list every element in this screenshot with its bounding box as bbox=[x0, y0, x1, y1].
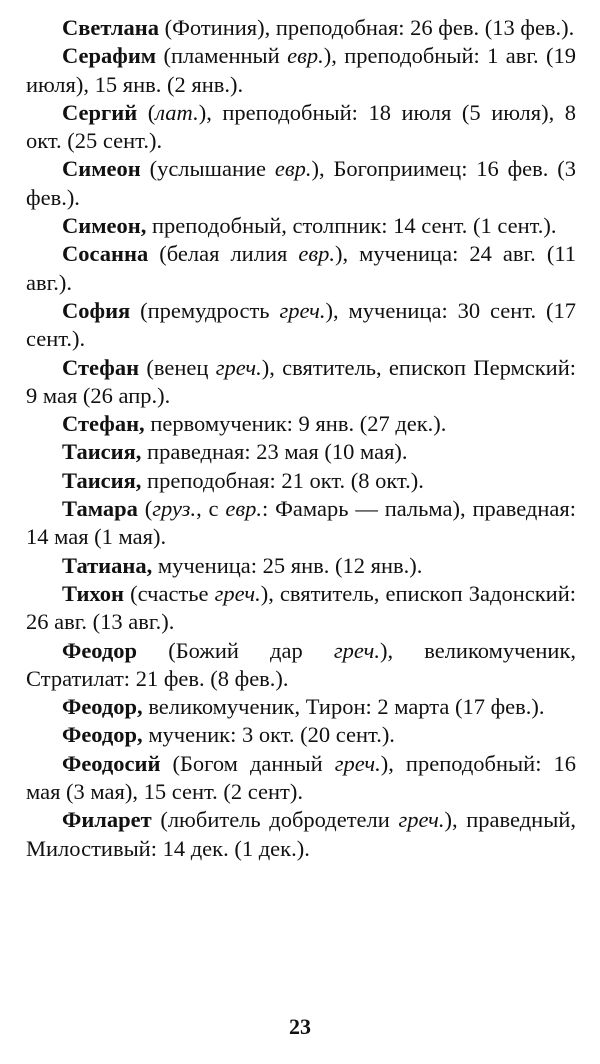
saint-entry bbox=[26, 410, 576, 438]
entry-text: (Фотиния), преподобная: 26 фев. (13 фев.). bbox=[158, 15, 575, 40]
saint-name: София bbox=[62, 297, 131, 323]
saint-name: Феодосий bbox=[62, 750, 161, 776]
entry-text: ), преподобный: 18 июля (5 июля), 8 окт. (25 сент.). bbox=[26, 99, 576, 154]
entry-text: ), преподобный: 16 мая (3 мая), 15 сент. (2 сент). bbox=[26, 750, 576, 805]
entry-text: (белая лилия bbox=[148, 241, 299, 267]
saint-entry bbox=[26, 240, 576, 297]
language-abbreviation: греч. bbox=[279, 297, 326, 323]
entry-text: (пламенный bbox=[156, 43, 288, 69]
saint-name: Стефан bbox=[62, 354, 140, 380]
language-abbreviation: евр. bbox=[225, 496, 263, 522]
saint-name: Феодор, bbox=[62, 694, 143, 720]
saint-entry bbox=[26, 14, 576, 42]
saint-name: Стефан, bbox=[62, 411, 145, 437]
entry-text: великомученик, Тирон: 2 марта (17 фев.). bbox=[142, 694, 545, 720]
entry-text: ), мученица: 24 авг. (11 авг.). bbox=[26, 241, 576, 295]
entry-text: мученица: 25 янв. (12 янв.). bbox=[152, 552, 423, 578]
entry-text: (венец bbox=[139, 354, 216, 380]
saint-name: Сергий bbox=[62, 99, 138, 125]
entry-text: : Фамарь — пальма), праведная: 14 мая (1 мая). bbox=[26, 496, 576, 550]
language-abbreviation: евр. bbox=[298, 241, 336, 267]
saint-entry bbox=[26, 297, 576, 354]
calendar-page-body bbox=[26, 14, 576, 863]
entry-text: преподобный, столпник: 14 сент. (1 сент.). bbox=[146, 213, 557, 239]
saint-entry bbox=[26, 212, 576, 240]
saint-entry bbox=[26, 155, 576, 212]
language-abbreviation: греч. bbox=[334, 750, 381, 776]
language-abbreviation: груз. bbox=[152, 496, 197, 522]
saint-entry bbox=[26, 438, 576, 466]
language-abbreviation: евр. bbox=[287, 43, 324, 69]
saint-name: Симеон bbox=[62, 156, 141, 182]
saint-entry bbox=[26, 42, 576, 99]
entry-text: (счастье bbox=[124, 580, 215, 606]
saint-entry bbox=[26, 354, 576, 411]
saint-entry bbox=[26, 580, 576, 637]
entry-text: первомученик: 9 янв. (27 дек.). bbox=[144, 411, 447, 437]
entry-text: (услышание bbox=[140, 156, 275, 182]
saint-name: Феодор bbox=[62, 637, 138, 663]
saint-entry bbox=[26, 806, 576, 863]
entry-text: ), Богоприимец: 16 фев. (3 фев.). bbox=[26, 156, 576, 210]
saint-name: Таисия, bbox=[62, 467, 142, 493]
saint-entry bbox=[26, 637, 576, 694]
saint-entry bbox=[26, 750, 576, 807]
saint-name: Тамара bbox=[62, 496, 138, 522]
entry-text: праведная: 23 мая (10 мая). bbox=[141, 439, 408, 465]
entry-text: преподобная: 21 окт. (8 окт.). bbox=[141, 467, 424, 493]
saint-entry bbox=[26, 467, 576, 495]
saint-name: Серафим bbox=[62, 43, 157, 69]
language-abbreviation: греч. bbox=[333, 637, 380, 663]
entry-text: (Богом данный bbox=[160, 750, 335, 776]
language-abbreviation: греч. bbox=[214, 580, 261, 606]
saint-entry bbox=[26, 693, 576, 721]
saint-name: Светлана bbox=[62, 15, 159, 40]
entry-text: ( bbox=[137, 99, 156, 125]
entry-text: , с bbox=[196, 496, 226, 522]
saint-entry bbox=[26, 552, 576, 580]
entry-text: ), святитель, епископ Задонский: 26 авг. (13 авг.). bbox=[26, 580, 576, 635]
entry-text: ), великомученик, Стратилат: 21 фев. (8 фев.). bbox=[26, 637, 577, 691]
entry-text: ( bbox=[137, 496, 153, 522]
saint-name: Симеон, bbox=[62, 213, 147, 239]
entry-text: (Божий дар bbox=[137, 637, 334, 663]
language-abbreviation: лат. bbox=[155, 99, 199, 125]
language-abbreviation: евр. bbox=[274, 156, 312, 182]
language-abbreviation: греч. bbox=[215, 354, 262, 380]
entry-text: ), мученица: 30 сент. (17 сент.). bbox=[26, 297, 576, 352]
entry-text: ), святитель, епископ Пермский: 9 мая (26 апр.). bbox=[26, 354, 576, 408]
saint-name: Тихон bbox=[62, 580, 125, 606]
saint-name: Филарет bbox=[62, 807, 152, 833]
saint-name: Феодор, bbox=[62, 722, 143, 748]
entry-text: (премудрость bbox=[130, 297, 280, 323]
entry-text: ), преподобный: 1 авг. (19 июля), 15 янв. (2 янв.). bbox=[26, 43, 576, 97]
entry-text: (любитель добродетели bbox=[151, 807, 399, 833]
saint-entry bbox=[26, 495, 576, 552]
entry-text: ), праведный, Милостивый: 14 дек. (1 дек.). bbox=[26, 807, 576, 861]
language-abbreviation: греч. bbox=[398, 807, 445, 833]
saint-name: Таисия, bbox=[62, 439, 142, 465]
saint-name: Татиана, bbox=[62, 552, 153, 578]
page-number: 23 bbox=[289, 1014, 311, 1039]
entry-text: мученик: 3 окт. (20 сент.). bbox=[142, 722, 395, 748]
saint-entry bbox=[26, 99, 576, 156]
saint-entry bbox=[26, 721, 576, 749]
saint-name: Сосанна bbox=[62, 241, 149, 267]
